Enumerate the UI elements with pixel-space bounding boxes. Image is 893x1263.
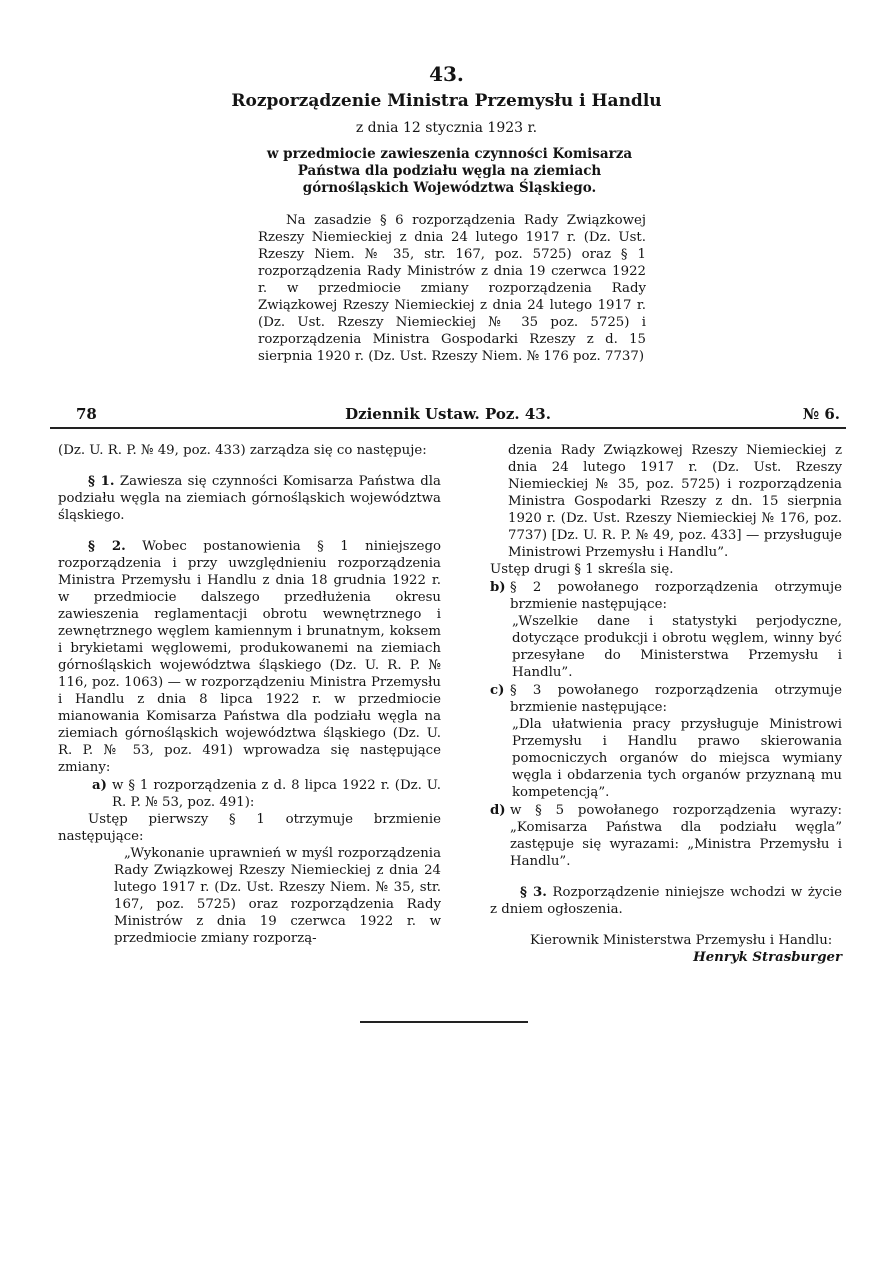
right-column xyxy=(490,442,842,966)
section-1-label: § 1. xyxy=(88,474,115,489)
signoff-line: Kierownik Ministerstwa Przemysłu i Handlu: xyxy=(530,933,833,948)
amendment-b-label: b) xyxy=(490,580,506,595)
amendment-c xyxy=(490,682,842,716)
section-3-text: Rozporządzenie niniejsze wchodzi w życie z dniem ogłoszenia. xyxy=(490,885,842,917)
journal-title: Dziennik Ustaw. Poz. 43. xyxy=(345,405,551,423)
act-number: 43. xyxy=(429,62,464,86)
amendment-c-text: § 3 powołanego rozporządzenia otrzymuje brzmienie następujące: xyxy=(510,683,842,715)
paragraph-removal: Ustęp drugi § 1 skreśla się. xyxy=(490,562,674,577)
section-2 xyxy=(58,538,441,776)
section-3 xyxy=(490,884,842,918)
section-2-label: § 2. xyxy=(88,539,126,554)
amendment-b-text: § 2 powołanego rozporządzenia otrzymuje brzmienie następujące: xyxy=(510,580,842,612)
left-column xyxy=(58,442,441,947)
amendment-a xyxy=(92,777,441,811)
closing-rule xyxy=(360,1021,528,1023)
quote-continuation: dzenia Rady Związkowej Rzeszy Niemieckiej z dnia 24 lutego 1917 r. (Dz. Ust. Rzeszy Niemieckiej № 35, poz. 5725) i rozporządzenia Ministra Gospodarki Rzeszy z dn. 15 sierpnia 1920 r. (Dz. Ust. Rzeszy Niemieckiej № 176, poz. 7737) [Dz. U. R. P. № 49, poz. 433] — przysługuje Ministrowi Przemysłu i Handlu”. xyxy=(508,443,842,560)
section-1 xyxy=(58,473,441,524)
amendment-b-quote: „Wszelkie dane i statystyki perjodyczne, dotyczące produkcji i obrotu węglem, winny być przesyłane do Ministerstwa Przemysłu i Handlu”. xyxy=(512,614,842,680)
header-divider xyxy=(50,427,846,429)
amendment-c-quote: „Dla ułatwienia pracy przysługuje Ministrowi Przemysłu i Handlu prawo skierowania pomocniczych organów do miejsca wymiany węgla i obdarzenia tych organów przyznaną mu kompetencją”. xyxy=(512,717,842,800)
amendment-d xyxy=(490,802,842,870)
amendment-a-label: a) xyxy=(92,778,107,793)
amendment-d-text: w § 5 powołanego rozporządzenia wyrazy: „Komisarza Państwa dla podziału węgla” zastępuje się wyrazami: „Ministra Przemysłu i Handlu”. xyxy=(510,803,842,869)
amendment-d-label: d) xyxy=(490,803,506,818)
act-date: z dnia 12 stycznia 1923 r. xyxy=(355,120,538,136)
section-1-text: Zawiesza się czynności Komisarza Państwa dla podziału węgla na ziemiach górnośląskich województwa śląskiego. xyxy=(58,474,441,523)
act-preamble: Na zasadzie § 6 rozporządzenia Rady Związkowej Rzeszy Niemieckiej z dnia 24 lutego 1917 r. (Dz. Ust. Rzeszy Niem. № 35, str. 167, poz. 5725) oraz § 1 rozporządzenia Rady Ministrów z dnia 19 czerwca 1922 r. w przedmiocie zmiany rozporządzenia Rady Związkowej Rzeszy Niemieckiej z dnia 24 lutego 1917 r. (Dz. Ust. Rzeszy Niemieckiej № 35 poz. 5725) i rozporządzenia Ministra Gospodarki Rzeszy z d. 15 sierpnia 1920 r. (Dz. Ust. Rzeszy Niem. № 176 poz. 7737) xyxy=(258,213,646,364)
amendment-a-text: w § 1 rozporządzenia z d. 8 lipca 1922 r. (Dz. U. R. P. № 53, poz. 491): xyxy=(112,778,441,810)
act-subject: w przedmiocie zawieszenia czynności Komisarza Państwa dla podziału węgla na ziemiach górnośląskich Województwa Śląskiego. xyxy=(266,146,633,196)
amendment-a-sub: Ustęp pierwszy § 1 otrzymuje brzmienie następujące: xyxy=(58,812,441,844)
amendment-b xyxy=(490,579,842,613)
section-3-label: § 3. xyxy=(520,885,547,900)
running-header xyxy=(50,403,846,427)
page-number: 78 xyxy=(76,405,97,423)
amendment-a-quote: „Wykonanie uprawnień w myśl rozporządzenia Rady Związkowej Rzeszy Niemieckiej z dnia 24 lutego 1917 r. (Dz. Ust. Rzeszy Niem. № 35, str. 167, poz. 5725) oraz rozporządzenia Rady Ministrów z dnia 19 czerwca 1922 r. w przedmiocie zmiany rozporzą- xyxy=(114,846,441,946)
section-2-text: Wobec postanowienia § 1 niniejszego rozporządzenia i przy uwzględnieniu rozporządzenia Ministra Przemysłu i Handlu z dnia 18 grudnia 1922 r. w przedmiocie dalszego przedłużenia okresu zawieszenia reglamentacji obrotu wewnętrznego i zewnętrznego węglem kamiennym i brunatnym, koksem i brykietami węglowemi, produkowanemi na ziemiach górnośląskich województwa śląskiego (Dz. U. R. P. № 116, poz. 1063) — w rozporządzeniu Ministra Przemysłu i Handlu z dnia 8 lipca 1922 r. w przedmiocie mianowania Komisarza Państwa dla podziału węgla na ziemiach górnośląskich województwa śląskiego (Dz. U. R. P. № 53, poz. 491) wprowadza się następujące zmiany: xyxy=(58,539,441,775)
continuation-text: (Dz. U. R. P. № 49, poz. 433) zarządza się co następuje: xyxy=(58,443,427,458)
act-title: Rozporządzenie Ministra Przemysłu i Handlu xyxy=(231,91,662,111)
signature-name: Henryk Strasburger xyxy=(693,950,842,965)
issue-number: № 6. xyxy=(802,405,840,423)
amendment-c-label: c) xyxy=(490,683,505,698)
